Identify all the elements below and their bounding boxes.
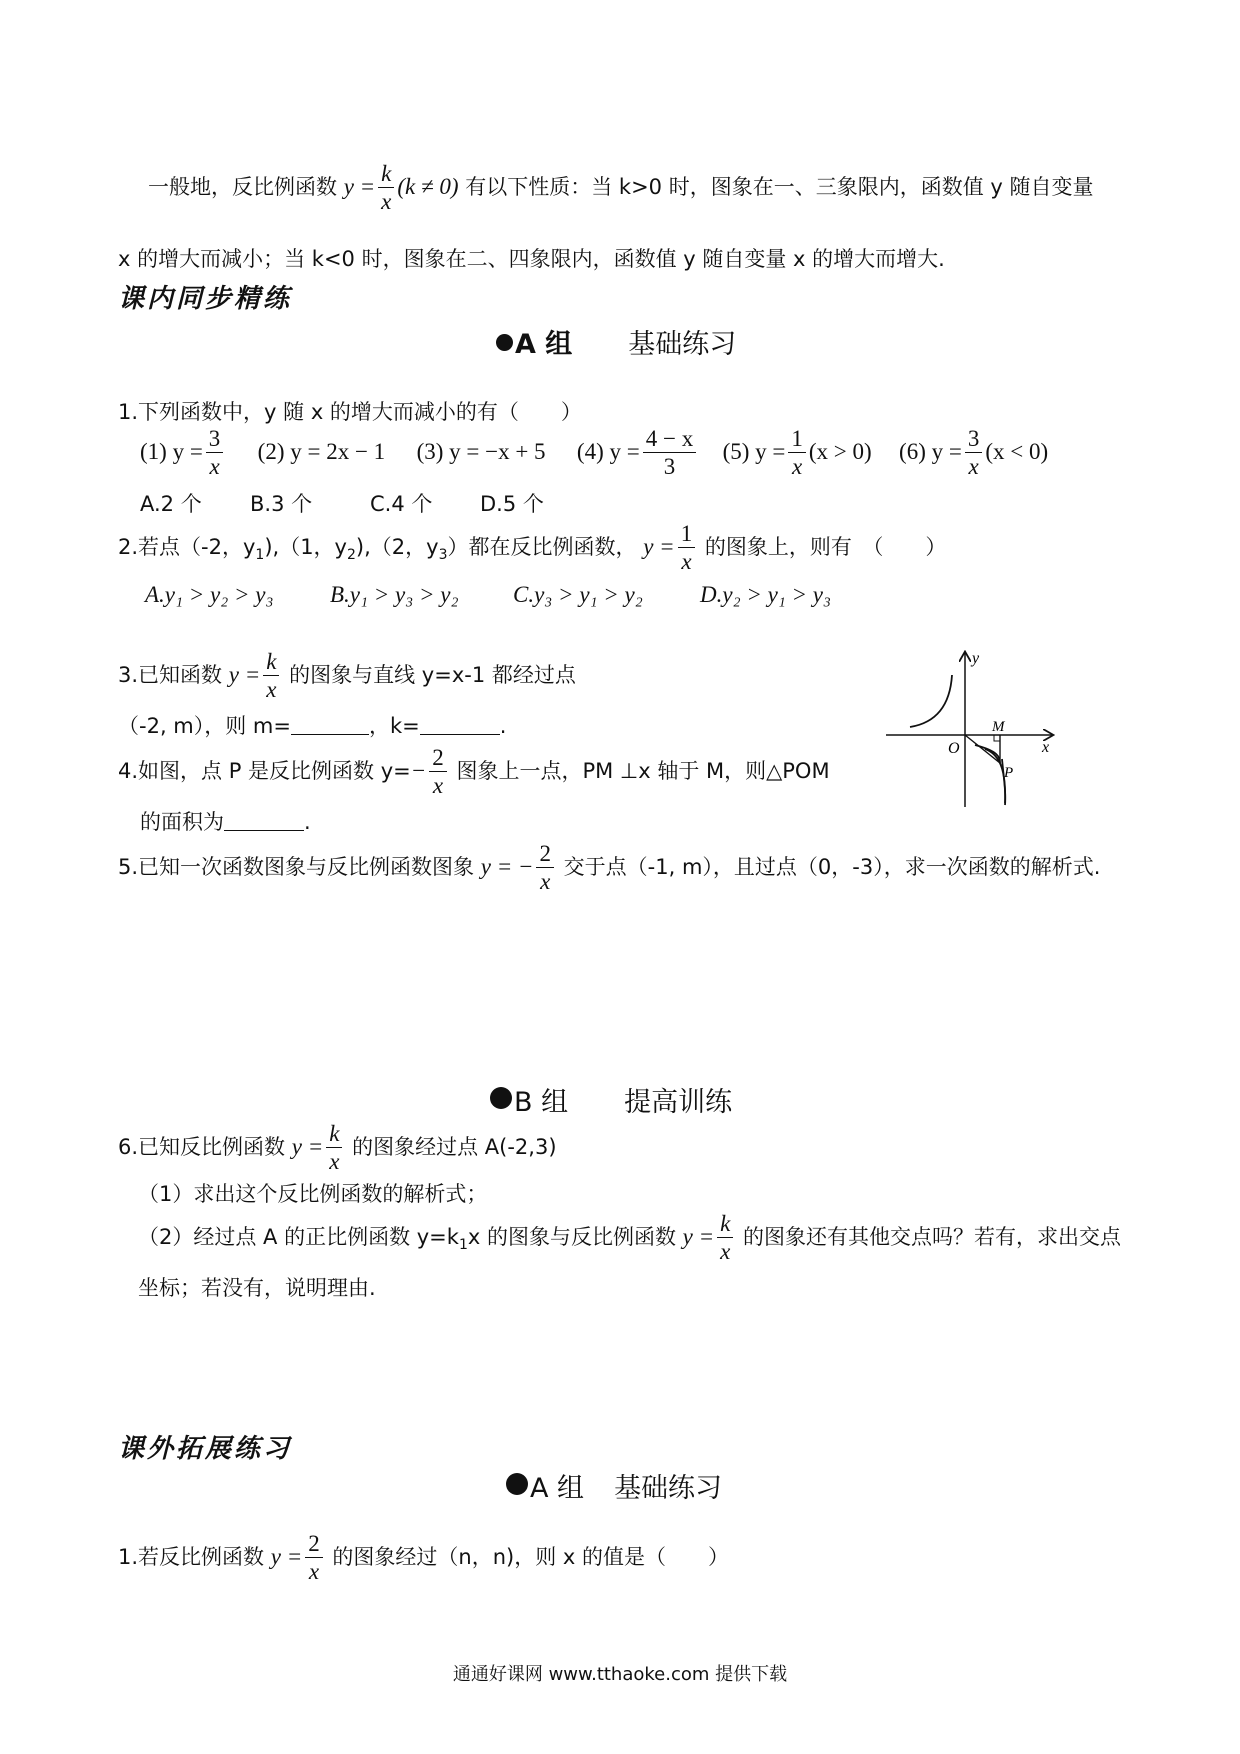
q5-frac-den: x <box>540 869 551 894</box>
section-title-in-class: 课内同步精练 <box>118 284 293 314</box>
intro-text-b: 有以下性质：当 k>0 时，图象在一、三象限内，函数值 y 随自变量 <box>465 175 1094 199</box>
q2-frac-num: 1 <box>678 520 696 548</box>
q3-text-e: . <box>499 714 507 738</box>
question-6-part-1: （1）求出这个反比例函数的解析式； <box>138 1182 488 1206</box>
question-2-stem <box>118 520 946 576</box>
q6-sub-k1: 1 <box>458 1237 468 1253</box>
q1-f1-den: x <box>209 454 220 479</box>
group-b-header <box>490 1080 732 1119</box>
q7-frac-num: 2 <box>305 1530 323 1558</box>
intro-frac-num: k <box>378 160 394 188</box>
q6-frac-den: x <box>329 1149 340 1174</box>
q1-option-d: D.5 个 <box>480 492 544 516</box>
figure-x-label: x <box>1042 739 1050 756</box>
q1-f4-fraction <box>643 425 696 481</box>
q1-option-b: B.3 个 <box>250 492 313 516</box>
figure-y-label: y <box>972 650 980 667</box>
q5-formula-lhs: y = − <box>480 854 534 879</box>
bullet-dot-icon <box>506 1473 528 1495</box>
group-a-label: A 组 <box>515 329 573 360</box>
group-a2-label: A 组 <box>530 1473 585 1504</box>
bullet-dot-icon <box>496 334 513 351</box>
q7-frac-den: x <box>308 1559 320 1584</box>
q6-formula2-lhs: y = <box>682 1224 715 1249</box>
q7-text-a: 1.若反比例函数 <box>118 1545 265 1569</box>
question-3-line2 <box>118 710 506 740</box>
group-a-header <box>496 322 736 361</box>
group-a2-name: 基础练习 <box>614 1473 723 1504</box>
q1-f5-fraction <box>788 425 806 481</box>
hyperbola-branch-left <box>910 675 952 727</box>
q1-option-a: A.2 个 <box>140 492 202 516</box>
q1-f6-den: x <box>968 454 979 479</box>
q6-frac2-num: k <box>717 1210 733 1238</box>
q1-f1-num: 3 <box>206 425 224 453</box>
hyperbola-branch-right <box>975 745 1005 805</box>
question-1-formulas <box>140 425 1048 481</box>
q6-fraction <box>326 1120 342 1176</box>
q4-text-c: 的面积为 <box>140 810 224 834</box>
q6-text-c: （2）经过点 A 的正比例函数 y=k <box>138 1225 459 1249</box>
group-b-name: 提高训练 <box>624 1087 733 1118</box>
page-footer: 通通好课网 www.tthaoke.com 提供下载 <box>452 1664 788 1685</box>
q2-text-e: 的图象上，则有 （ ） <box>704 535 947 559</box>
intro-line2: x 的增大而减小；当 k<0 时，图象在二、四象限内，函数值 y 随自变量 x 的增大而增大. <box>118 247 945 271</box>
q6-fraction-2 <box>717 1210 733 1266</box>
q3-text-a: 3.已知函数 <box>118 663 223 687</box>
q7-text-b: 的图象经过（n，n)，则 x 的值是（ ） <box>332 1545 729 1569</box>
q5-text-a: 5.已知一次函数图象与反比例函数图象 <box>118 855 475 879</box>
question-4-line2 <box>140 806 311 836</box>
q2-fraction <box>678 520 696 576</box>
section-title-extended: 课外拓展练习 <box>118 1434 293 1464</box>
q1-f5-lhs: (5) y = <box>722 439 786 464</box>
question-6-part-2 <box>138 1210 1121 1266</box>
intro-formula-lhs: y = <box>343 174 376 199</box>
q7-fraction <box>305 1530 323 1586</box>
q3-text-d: ，k= <box>368 714 420 738</box>
q6-text-a: 6.已知反比例函数 <box>118 1135 286 1159</box>
q6-text-e: 的图象还有其他交点吗？若有，求出交点 <box>743 1225 1122 1249</box>
intro-text-a: 一般地，反比例函数 <box>148 175 337 199</box>
q3-formula-lhs: y = <box>228 662 261 687</box>
q1-f1-lhs: (1) y = <box>140 439 203 464</box>
q3-frac-num: k <box>263 648 279 676</box>
group-b-label: B 组 <box>514 1087 569 1118</box>
q3-blank-k[interactable] <box>420 714 500 735</box>
question-4-line1: 4.如图，点 P 是反比例函数 y=− $\frac{2}{x}$ 图象上一点，PM ⊥x 轴于 M，则△POM <box>118 745 830 798</box>
q6-text-b: 的图象经过点 A(-2,3) <box>352 1135 557 1159</box>
q4-fraction <box>429 744 447 800</box>
q1-f5-num: 1 <box>788 425 806 453</box>
q4-blank-area[interactable] <box>224 810 304 831</box>
q2-option-a: A.y₁ > y₂ > y₃ <box>145 582 274 607</box>
q6-frac2-den: x <box>720 1239 731 1264</box>
extension-question-1 <box>118 1530 729 1586</box>
q2-sub-3: 3 <box>438 547 448 563</box>
q2-text-d: ）都在反比例函数， <box>447 535 637 559</box>
q5-fraction <box>536 840 554 896</box>
intro-frac-den: x <box>381 189 392 214</box>
figure-p-label: P <box>1004 765 1014 781</box>
q1-f6-cond: (x < 0) <box>985 439 1049 464</box>
q4-frac-den: x <box>432 773 444 798</box>
q6-text-d: x 的图象与反比例函数 <box>467 1225 676 1249</box>
q5-frac-num: 2 <box>536 840 554 868</box>
q3-frac-den: x <box>266 677 277 702</box>
question-6-part-2-line2: 坐标；若没有，说明理由. <box>138 1276 376 1300</box>
q4-text-b: 图象上一点，PM ⊥x 轴于 M，则△POM <box>456 759 830 783</box>
bullet-dot-icon <box>490 1087 512 1109</box>
q1-f4-den: 3 <box>663 454 676 479</box>
q3-blank-m[interactable] <box>291 714 369 735</box>
question-6-stem <box>118 1120 557 1176</box>
q2-frac-den: x <box>681 549 692 574</box>
q1-f1-fraction <box>206 425 224 481</box>
q6-frac-num: k <box>326 1120 342 1148</box>
q1-f5-den: x <box>792 454 803 479</box>
intro-condition: (k ≠ 0) <box>397 174 459 199</box>
question-5 <box>118 840 1100 896</box>
figure-m-label: M <box>992 719 1005 735</box>
hyperbola-figure <box>880 645 1070 815</box>
q1-f6-lhs: (6) y = <box>899 439 962 464</box>
q1-f4-lhs: (4) y = <box>576 439 640 464</box>
q3-fraction <box>263 648 279 704</box>
q1-f3: (3) y = −x + 5 <box>416 439 546 464</box>
intro-fraction <box>378 160 394 216</box>
q1-f4-num: 4 − x <box>643 425 696 453</box>
q2-option-d: D.y₂ > y₁ > y₃ <box>700 582 832 607</box>
q4-text-d: . <box>304 810 311 834</box>
group-a2-header <box>506 1466 722 1505</box>
q1-f6-fraction <box>965 425 983 481</box>
intro-line1 <box>148 160 1093 216</box>
q4-text-a: 4.如图，点 P 是反比例函数 y= <box>118 759 411 783</box>
q2-text-a: 2.若点（-2，y <box>118 535 256 559</box>
q7-formula-lhs: y = <box>270 1544 303 1569</box>
q2-text-b: ),（1，y <box>264 535 347 559</box>
group-a-name: 基础练习 <box>628 329 737 360</box>
question-3-line1 <box>118 648 576 704</box>
q2-sub-1: 1 <box>255 547 265 563</box>
q2-text-c: ),（2，y <box>355 535 439 559</box>
question-1-stem: 1.下列函数中，y 随 x 的增大而减小的有（ ） <box>118 400 582 424</box>
q1-option-c: C.4 个 <box>370 492 433 516</box>
q1-f6-num: 3 <box>965 425 983 453</box>
q3-text-c: （-2, m），则 m= <box>118 714 291 738</box>
q2-formula-lhs: y = <box>643 534 675 559</box>
q3-text-b: 的图象与直线 y=x-1 都经过点 <box>289 663 576 687</box>
q2-option-b: B.y₁ > y₃ > y₂ <box>330 582 459 607</box>
segment-op <box>965 735 1000 763</box>
q1-f5-cond: (x > 0) <box>808 439 872 464</box>
figure-o-label: O <box>948 740 960 757</box>
q5-text-b: 交于点（-1, m），且过点（0，-3），求一次函数的解析式. <box>563 855 1101 879</box>
q1-f2: (2) y = 2x − 1 <box>257 439 386 464</box>
q2-sub-2: 2 <box>347 547 356 563</box>
q2-option-c: C.y₃ > y₁ > y₂ <box>513 582 643 607</box>
q6-formula-lhs: y = <box>291 1134 324 1159</box>
q4-frac-num: 2 <box>429 744 447 772</box>
